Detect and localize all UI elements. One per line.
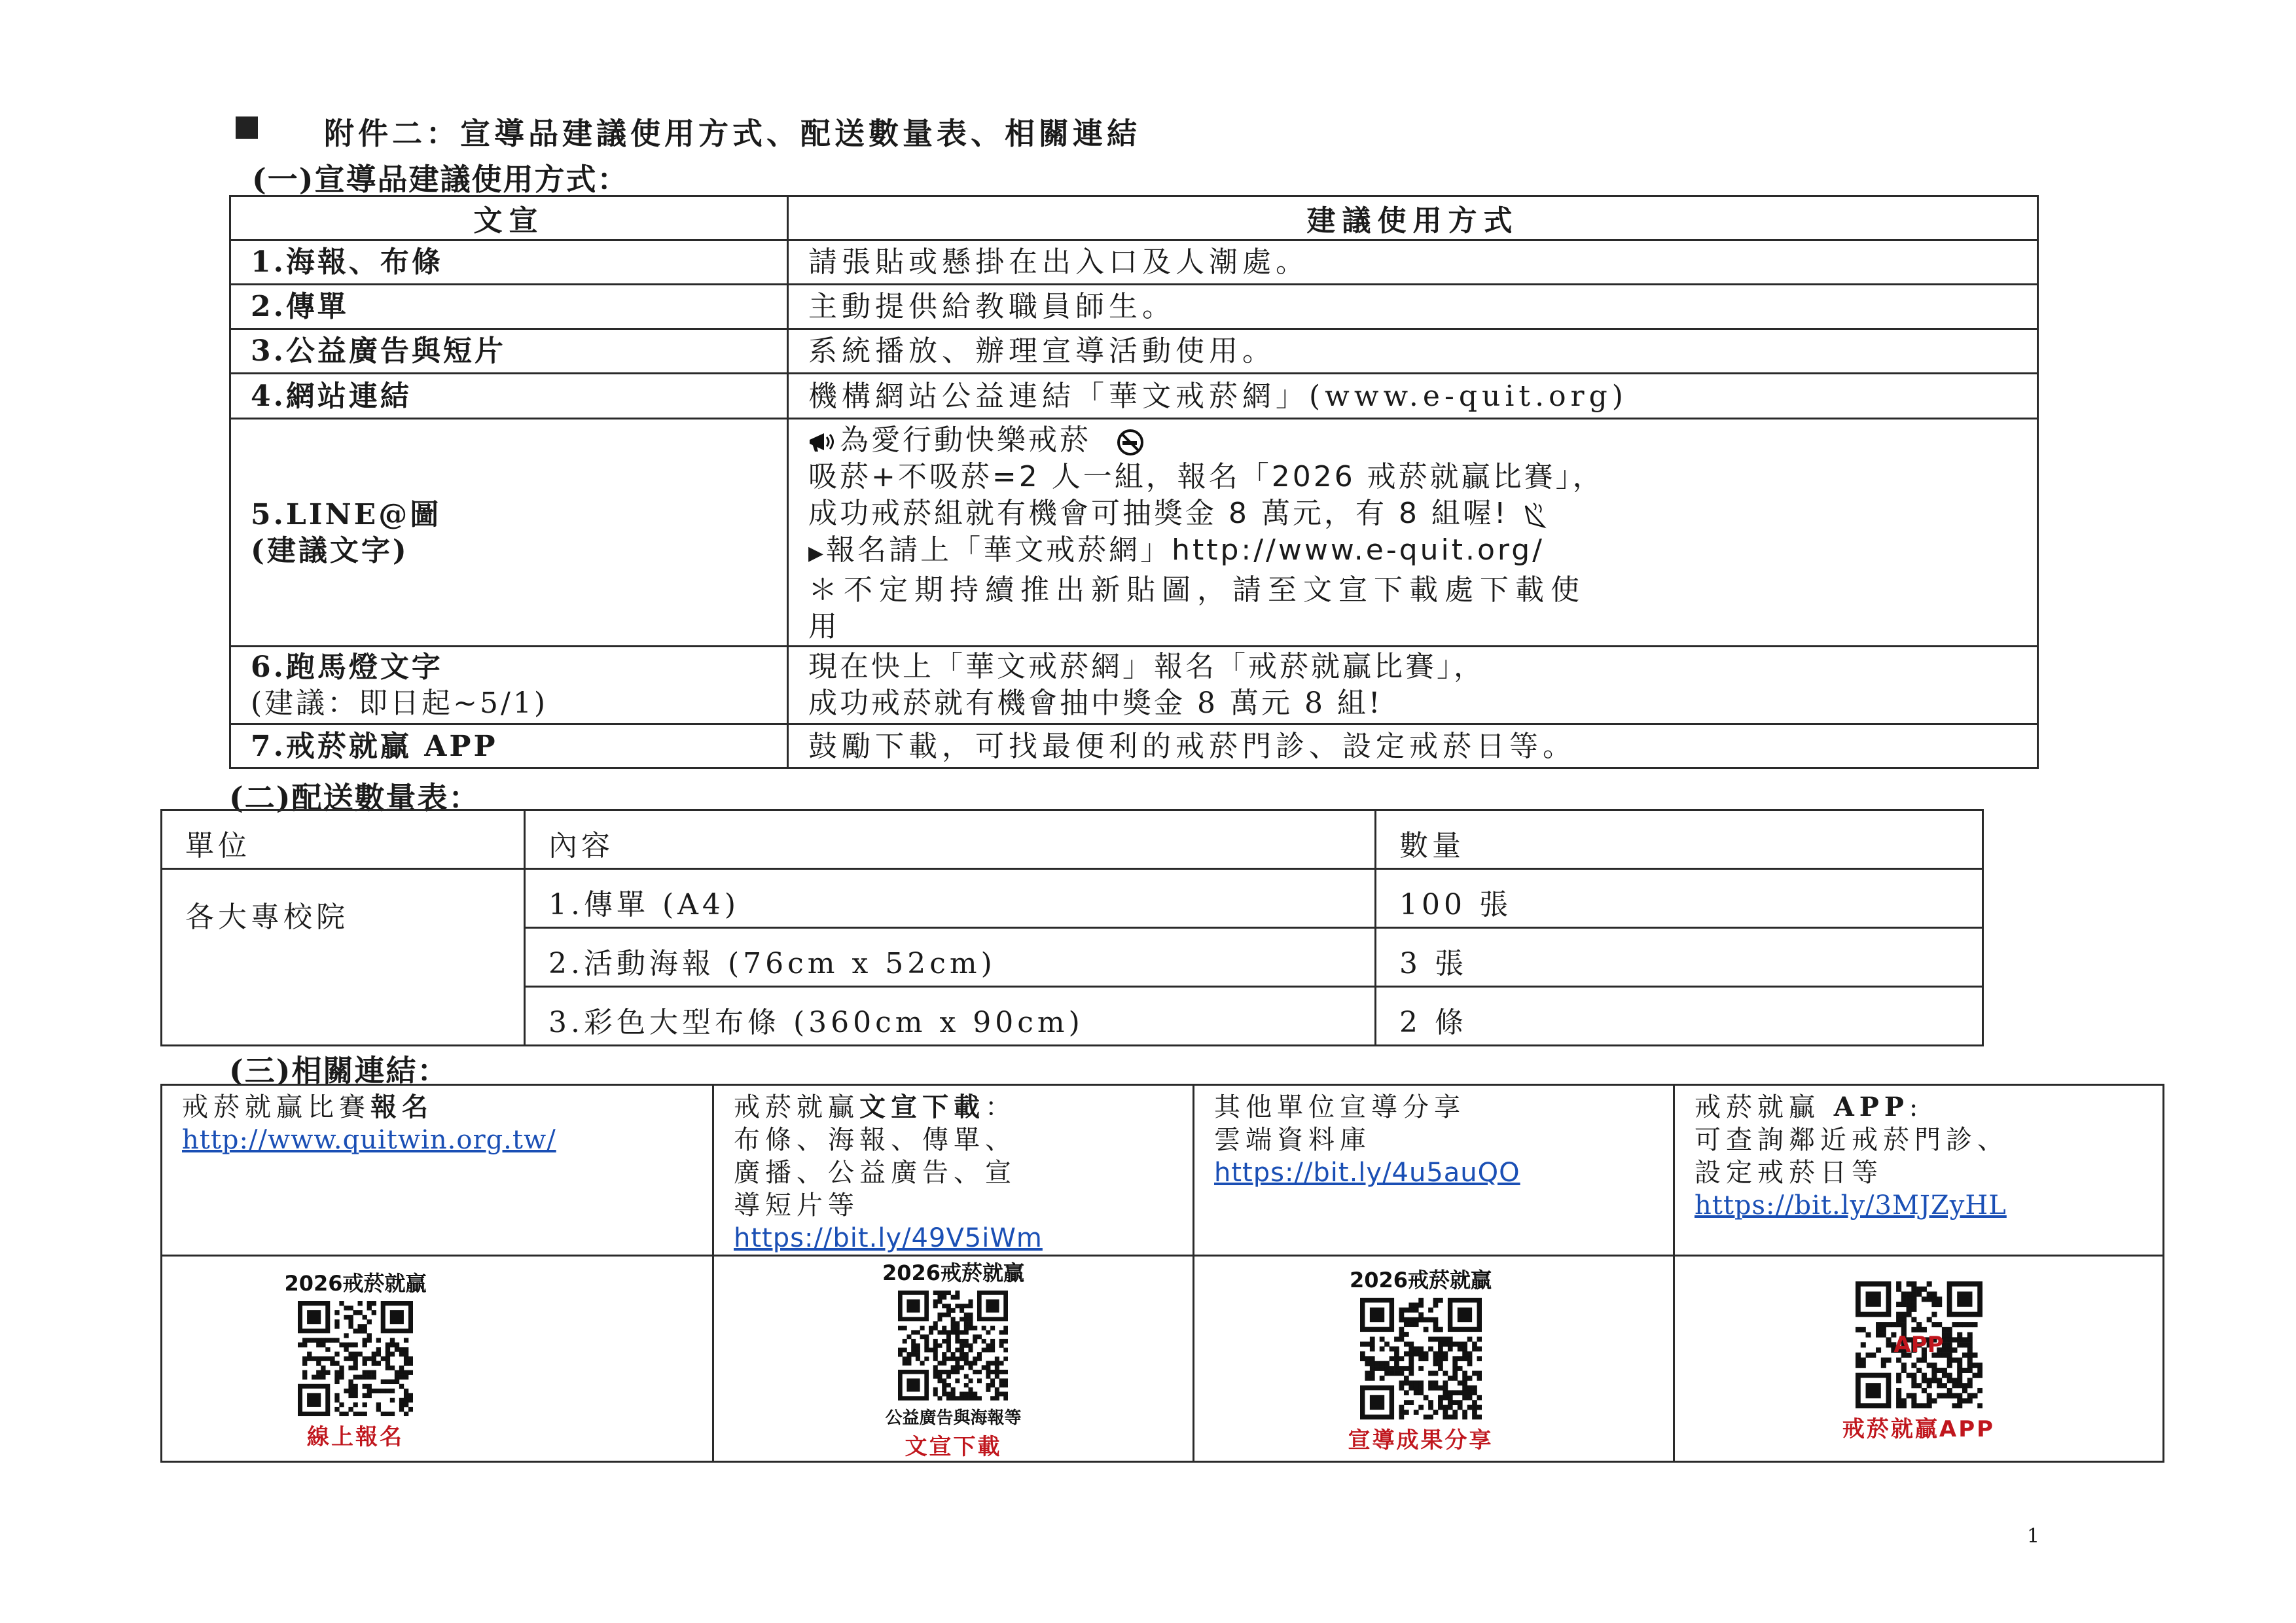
quantity-cell: 2 條 — [1376, 987, 1983, 1046]
qr-caption-top: 2026戒菸就贏 — [284, 1270, 427, 1296]
link-cell-desc: 廣播、公益廣告、宣 — [734, 1158, 1016, 1188]
table-row — [230, 240, 2038, 285]
qr-code-icon[interactable] — [298, 1301, 413, 1416]
sharing-link[interactable]: https://bit.ly/4u5auQO — [1214, 1158, 1520, 1188]
link-cell-desc: 雲端資料庫 — [1214, 1125, 1371, 1155]
qr-caption-top: 2026戒菸就贏 — [1349, 1267, 1492, 1293]
table-row — [162, 869, 1983, 928]
table-row — [230, 329, 2038, 374]
table-row — [230, 724, 2038, 768]
link-cell-desc: 導短片等 — [734, 1190, 859, 1221]
downloads-link[interactable]: https://bit.ly/49V5iWm — [734, 1223, 1043, 1253]
link-cell-registration — [162, 1085, 713, 1256]
link-cell-sharing — [1194, 1085, 1674, 1256]
qr-caption-bottom: 宣導成果分享 — [1348, 1427, 1494, 1454]
usage-line: ▶報名請上「華文戒菸網」http://www.e-quit.org/ — [808, 533, 1545, 567]
link-cell-title: 戒菸就贏比賽報名 — [182, 1092, 433, 1122]
qr-code-icon[interactable] — [1856, 1281, 1982, 1408]
header-usage: 建議使用方式 — [788, 196, 2038, 240]
usage-line: 吸菸+不吸菸=2 人一組，報名「2026 戒菸就贏比賽」， — [808, 460, 1604, 493]
qr-cell-downloads — [713, 1256, 1194, 1462]
link-cell-desc: 設定戒菸日等 — [1695, 1158, 1883, 1188]
row-usage: 機構網站公益連結「華文戒菸網」(www.e-quit.org) — [788, 374, 2038, 419]
usage-line: ＊不定期持續推出新貼圖，請至文宣下載處下載使 — [808, 573, 1586, 607]
registration-link[interactable]: http://www.quitwin.org.tw/ — [182, 1125, 556, 1155]
qr-cell-registration — [162, 1256, 713, 1462]
page-title: 附件二：宣導品建議使用方式、配送數量表、相關連結 — [324, 116, 1141, 151]
table-row — [230, 285, 2038, 329]
party-popper-icon — [1520, 501, 1547, 529]
section-2-heading: (二)配送數量表： — [229, 780, 480, 815]
qr-cell-app — [1674, 1256, 2164, 1462]
qr-code-icon[interactable] — [898, 1291, 1008, 1400]
row-item — [230, 419, 788, 647]
row-item: 3.公益廣告與短片 — [230, 329, 788, 374]
usage-line: 為愛行動快樂戒菸 — [808, 422, 2037, 459]
distribution-table — [160, 809, 1984, 1046]
row-item — [230, 647, 788, 724]
row-item-subtitle: (建議：即日起~5/1) — [251, 687, 548, 720]
row-item-title: 5.LINE@圖 — [251, 497, 442, 531]
link-cell-app — [1674, 1085, 2164, 1256]
header-material: 文宣 — [230, 196, 788, 240]
qr-code-icon[interactable] — [1360, 1298, 1482, 1419]
row-item: 2.傳單 — [230, 285, 788, 329]
usage-line: 成功戒菸就有機會抽中獎金 8 萬元 8 組! — [808, 687, 1383, 720]
row-item: 4.網站連結 — [230, 374, 788, 419]
qr-caption-bottom: 戒菸就贏APP — [1842, 1416, 1996, 1442]
links-qr-row — [162, 1256, 2164, 1462]
usage-table-header — [230, 196, 2038, 240]
header-unit: 單位 — [162, 810, 525, 869]
qr-overlay-label: APP — [1893, 1331, 1944, 1358]
section-3-heading: (三)相關連結： — [229, 1053, 449, 1088]
link-cell-downloads — [713, 1085, 1194, 1256]
content-cell: 1.傳單 (A4) — [525, 869, 1376, 928]
table-row — [230, 419, 2038, 647]
row-usage: 主動提供給教職員師生。 — [788, 285, 2038, 329]
usage-table — [229, 195, 2039, 769]
row-item: 7.戒菸就贏 APP — [230, 724, 788, 768]
usage-line: 現在快上「華文戒菸網」報名「戒菸就贏比賽」， — [808, 650, 1485, 683]
row-usage-marquee — [788, 647, 2038, 724]
row-item-subtitle: (建議文字) — [251, 533, 409, 567]
quantity-cell: 100 張 — [1376, 869, 1983, 928]
qr-caption-bottom: 文宣下載 — [905, 1434, 1002, 1460]
table-row — [230, 647, 2038, 724]
distribution-table-header — [162, 810, 1983, 869]
row-item-title: 6.跑馬燈文字 — [251, 651, 443, 684]
link-cell-desc: 可查詢鄰近戒菸門診、 — [1695, 1125, 2009, 1155]
usage-line: 成功戒菸組就有機會可抽獎金 8 萬元，有 8 組喔! — [808, 495, 2037, 532]
row-item: 1.海報、布條 — [230, 240, 788, 285]
quantity-cell: 3 張 — [1376, 928, 1983, 987]
link-cell-title: 戒菸就贏文宣下載： — [734, 1092, 1016, 1122]
usage-line: 用 — [808, 610, 840, 643]
link-cell-desc: 布條、海報、傳單、 — [734, 1125, 1016, 1155]
row-usage: 系統播放、辦理宣導活動使用。 — [788, 329, 2038, 374]
qr-caption-top: 2026戒菸就贏 — [882, 1260, 1025, 1285]
qr-cell-sharing — [1194, 1256, 1674, 1462]
no-smoking-icon — [1116, 428, 1145, 457]
black-square-icon — [236, 116, 258, 139]
section-1-heading: (一)宣導品建議使用方式： — [252, 162, 629, 197]
header-quantity: 數量 — [1376, 810, 1983, 869]
table-row — [230, 374, 2038, 419]
app-link[interactable]: https://bit.ly/3MJZyHL — [1695, 1190, 2007, 1221]
qr-caption-mid: 公益廣告與海報等 — [885, 1408, 1022, 1428]
content-cell: 3.彩色大型布條 (360cm x 90cm) — [525, 987, 1376, 1046]
megaphone-icon — [808, 429, 840, 455]
row-usage: 鼓勵下載，可找最便利的戒菸門診、設定戒菸日等。 — [788, 724, 2038, 768]
header-content: 內容 — [525, 810, 1376, 869]
link-cell-title: 其他單位宣導分享 — [1214, 1092, 1465, 1122]
content-cell: 2.活動海報 (76cm x 52cm) — [525, 928, 1376, 987]
row-usage: 請張貼或懸掛在出入口及人潮處。 — [788, 240, 2038, 285]
row-usage-line-message — [788, 419, 2038, 647]
triangle-right-icon: ▶ — [808, 542, 827, 565]
link-cell-title: 戒菸就贏 APP: — [1695, 1092, 1924, 1122]
links-info-row — [162, 1085, 2164, 1256]
qr-caption-bottom: 線上報名 — [306, 1423, 404, 1450]
page-number: 1 — [2027, 1525, 2040, 1548]
links-table — [160, 1084, 2164, 1463]
unit-cell: 各大專校院 — [162, 869, 525, 1046]
